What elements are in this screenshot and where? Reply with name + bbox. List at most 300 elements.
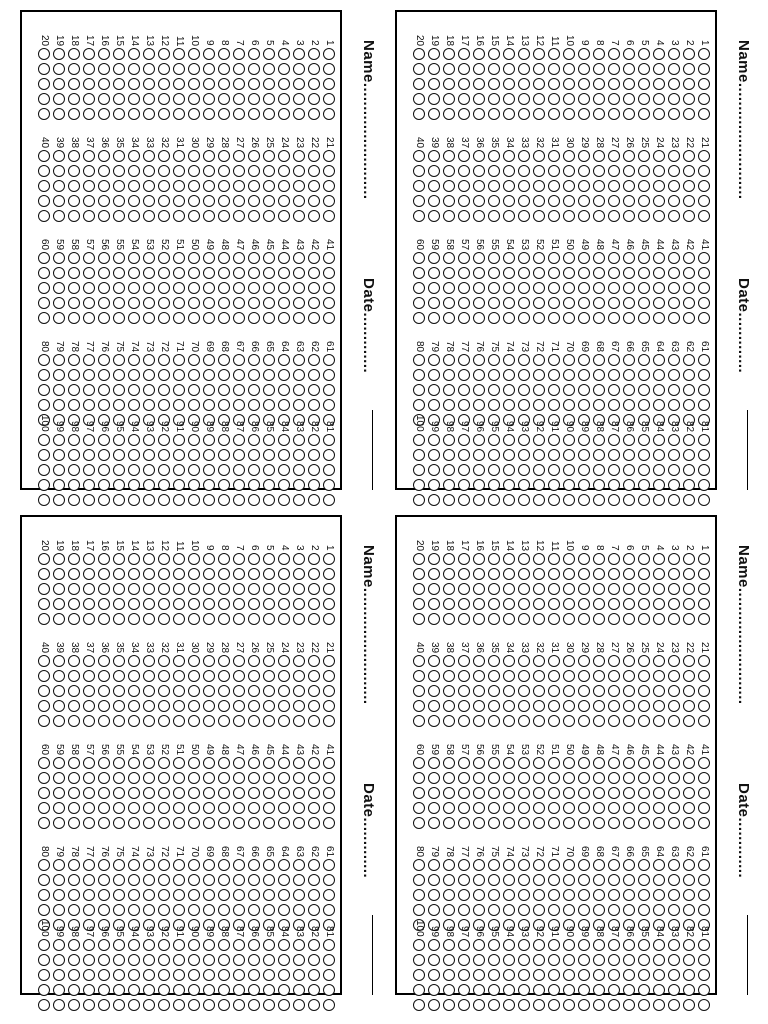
answer-bubble[interactable]	[188, 48, 200, 60]
answer-bubble[interactable]	[323, 195, 335, 207]
answer-bubble[interactable]	[128, 904, 140, 916]
answer-bubble[interactable]	[593, 939, 605, 951]
answer-bubble[interactable]	[533, 434, 545, 446]
answer-bubble[interactable]	[278, 464, 290, 476]
answer-bubble[interactable]	[518, 984, 530, 996]
answer-bubble[interactable]	[173, 78, 185, 90]
answer-bubble[interactable]	[308, 613, 320, 625]
answer-bubble[interactable]	[638, 802, 650, 814]
answer-bubble[interactable]	[668, 859, 680, 871]
answer-bubble[interactable]	[248, 93, 260, 105]
answer-bubble[interactable]	[578, 598, 590, 610]
answer-bubble[interactable]	[188, 787, 200, 799]
answer-bubble[interactable]	[608, 583, 620, 595]
answer-bubble[interactable]	[248, 464, 260, 476]
answer-bubble[interactable]	[413, 939, 425, 951]
answer-bubble[interactable]	[233, 598, 245, 610]
answer-bubble[interactable]	[488, 583, 500, 595]
answer-bubble[interactable]	[83, 78, 95, 90]
answer-bubble[interactable]	[518, 267, 530, 279]
answer-bubble[interactable]	[233, 354, 245, 366]
answer-bubble[interactable]	[413, 165, 425, 177]
answer-bubble[interactable]	[188, 969, 200, 981]
answer-bubble[interactable]	[143, 685, 155, 697]
answer-bubble[interactable]	[233, 787, 245, 799]
answer-bubble[interactable]	[143, 553, 155, 565]
answer-bubble[interactable]	[623, 479, 635, 491]
answer-bubble[interactable]	[188, 93, 200, 105]
answer-bubble[interactable]	[668, 494, 680, 506]
answer-bubble[interactable]	[518, 210, 530, 222]
answer-bubble[interactable]	[428, 165, 440, 177]
answer-bubble[interactable]	[128, 802, 140, 814]
answer-bubble[interactable]	[278, 312, 290, 324]
answer-bubble[interactable]	[278, 282, 290, 294]
answer-bubble[interactable]	[128, 670, 140, 682]
answer-bubble[interactable]	[488, 369, 500, 381]
answer-bubble[interactable]	[638, 464, 650, 476]
answer-bubble[interactable]	[263, 939, 275, 951]
answer-bubble[interactable]	[503, 180, 515, 192]
answer-bubble[interactable]	[413, 282, 425, 294]
answer-bubble[interactable]	[278, 757, 290, 769]
answer-bubble[interactable]	[68, 282, 80, 294]
answer-bubble[interactable]	[653, 195, 665, 207]
answer-bubble[interactable]	[593, 999, 605, 1011]
answer-bubble[interactable]	[113, 772, 125, 784]
answer-bubble[interactable]	[593, 93, 605, 105]
answer-bubble[interactable]	[533, 939, 545, 951]
answer-bubble[interactable]	[218, 449, 230, 461]
answer-bubble[interactable]	[143, 282, 155, 294]
answer-bubble[interactable]	[548, 999, 560, 1011]
answer-bubble[interactable]	[413, 354, 425, 366]
answer-bubble[interactable]	[653, 354, 665, 366]
answer-bubble[interactable]	[578, 583, 590, 595]
answer-bubble[interactable]	[413, 449, 425, 461]
answer-bubble[interactable]	[698, 598, 710, 610]
answer-bubble[interactable]	[653, 369, 665, 381]
answer-bubble[interactable]	[413, 685, 425, 697]
answer-bubble[interactable]	[68, 817, 80, 829]
answer-bubble[interactable]	[263, 715, 275, 727]
answer-bubble[interactable]	[458, 63, 470, 75]
answer-bubble[interactable]	[263, 700, 275, 712]
answer-bubble[interactable]	[503, 772, 515, 784]
answer-bubble[interactable]	[83, 464, 95, 476]
answer-bubble[interactable]	[608, 165, 620, 177]
answer-bubble[interactable]	[548, 252, 560, 264]
answer-bubble[interactable]	[668, 252, 680, 264]
answer-bubble[interactable]	[128, 384, 140, 396]
answer-bubble[interactable]	[563, 312, 575, 324]
answer-bubble[interactable]	[518, 904, 530, 916]
answer-bubble[interactable]	[293, 210, 305, 222]
answer-bubble[interactable]	[323, 434, 335, 446]
answer-bubble[interactable]	[473, 568, 485, 580]
answer-bubble[interactable]	[83, 670, 95, 682]
answer-bubble[interactable]	[518, 63, 530, 75]
answer-bubble[interactable]	[203, 685, 215, 697]
answer-bubble[interactable]	[413, 384, 425, 396]
answer-bubble[interactable]	[218, 583, 230, 595]
answer-bubble[interactable]	[38, 494, 50, 506]
answer-bubble[interactable]	[68, 150, 80, 162]
answer-bubble[interactable]	[563, 802, 575, 814]
answer-bubble[interactable]	[173, 180, 185, 192]
answer-bubble[interactable]	[308, 150, 320, 162]
answer-bubble[interactable]	[578, 312, 590, 324]
answer-bubble[interactable]	[593, 494, 605, 506]
answer-bubble[interactable]	[188, 282, 200, 294]
answer-bubble[interactable]	[53, 874, 65, 886]
answer-bubble[interactable]	[323, 165, 335, 177]
answer-bubble[interactable]	[278, 93, 290, 105]
answer-bubble[interactable]	[608, 685, 620, 697]
answer-bubble[interactable]	[143, 999, 155, 1011]
answer-bubble[interactable]	[143, 904, 155, 916]
answer-bubble[interactable]	[593, 369, 605, 381]
answer-bubble[interactable]	[503, 670, 515, 682]
answer-bubble[interactable]	[263, 312, 275, 324]
answer-bubble[interactable]	[443, 889, 455, 901]
answer-bubble[interactable]	[188, 685, 200, 697]
answer-bubble[interactable]	[68, 267, 80, 279]
answer-bubble[interactable]	[158, 685, 170, 697]
answer-bubble[interactable]	[128, 817, 140, 829]
answer-bubble[interactable]	[698, 180, 710, 192]
answer-bubble[interactable]	[488, 670, 500, 682]
answer-bubble[interactable]	[188, 655, 200, 667]
answer-bubble[interactable]	[443, 568, 455, 580]
answer-bubble[interactable]	[293, 700, 305, 712]
answer-bubble[interactable]	[668, 210, 680, 222]
answer-bubble[interactable]	[518, 757, 530, 769]
answer-bubble[interactable]	[518, 670, 530, 682]
answer-bubble[interactable]	[428, 583, 440, 595]
answer-bubble[interactable]	[548, 889, 560, 901]
answer-bubble[interactable]	[668, 48, 680, 60]
answer-bubble[interactable]	[668, 180, 680, 192]
answer-bubble[interactable]	[578, 354, 590, 366]
answer-bubble[interactable]	[218, 267, 230, 279]
answer-bubble[interactable]	[68, 494, 80, 506]
answer-bubble[interactable]	[173, 954, 185, 966]
answer-bubble[interactable]	[203, 655, 215, 667]
answer-bubble[interactable]	[248, 757, 260, 769]
answer-bubble[interactable]	[458, 195, 470, 207]
answer-bubble[interactable]	[638, 859, 650, 871]
answer-bubble[interactable]	[68, 165, 80, 177]
answer-bubble[interactable]	[233, 700, 245, 712]
answer-bubble[interactable]	[608, 78, 620, 90]
answer-bubble[interactable]	[263, 889, 275, 901]
answer-bubble[interactable]	[683, 78, 695, 90]
answer-bubble[interactable]	[113, 757, 125, 769]
answer-bubble[interactable]	[53, 369, 65, 381]
answer-bubble[interactable]	[668, 108, 680, 120]
answer-bubble[interactable]	[68, 874, 80, 886]
answer-bubble[interactable]	[458, 999, 470, 1011]
answer-bubble[interactable]	[308, 93, 320, 105]
answer-bubble[interactable]	[518, 999, 530, 1011]
answer-bubble[interactable]	[188, 583, 200, 595]
answer-bubble[interactable]	[668, 282, 680, 294]
answer-bubble[interactable]	[578, 434, 590, 446]
answer-bubble[interactable]	[698, 889, 710, 901]
answer-bubble[interactable]	[113, 384, 125, 396]
answer-bubble[interactable]	[533, 297, 545, 309]
answer-bubble[interactable]	[443, 399, 455, 411]
answer-bubble[interactable]	[308, 772, 320, 784]
answer-bubble[interactable]	[548, 859, 560, 871]
answer-bubble[interactable]	[623, 939, 635, 951]
answer-bubble[interactable]	[248, 150, 260, 162]
answer-bubble[interactable]	[413, 399, 425, 411]
answer-bubble[interactable]	[68, 553, 80, 565]
answer-bubble[interactable]	[608, 210, 620, 222]
answer-bubble[interactable]	[188, 889, 200, 901]
answer-bubble[interactable]	[158, 984, 170, 996]
answer-bubble[interactable]	[203, 267, 215, 279]
answer-bubble[interactable]	[143, 78, 155, 90]
answer-bubble[interactable]	[533, 267, 545, 279]
answer-bubble[interactable]	[293, 757, 305, 769]
answer-bubble[interactable]	[458, 384, 470, 396]
answer-bubble[interactable]	[188, 150, 200, 162]
answer-bubble[interactable]	[128, 210, 140, 222]
answer-bubble[interactable]	[203, 195, 215, 207]
answer-bubble[interactable]	[503, 150, 515, 162]
answer-bubble[interactable]	[683, 282, 695, 294]
answer-bubble[interactable]	[683, 817, 695, 829]
answer-bubble[interactable]	[128, 969, 140, 981]
answer-bubble[interactable]	[68, 434, 80, 446]
answer-bubble[interactable]	[323, 282, 335, 294]
answer-bubble[interactable]	[548, 449, 560, 461]
answer-bubble[interactable]	[608, 817, 620, 829]
answer-bubble[interactable]	[248, 399, 260, 411]
answer-bubble[interactable]	[473, 48, 485, 60]
answer-bubble[interactable]	[263, 399, 275, 411]
answer-bubble[interactable]	[323, 772, 335, 784]
answer-bubble[interactable]	[563, 210, 575, 222]
answer-bubble[interactable]	[683, 969, 695, 981]
answer-bubble[interactable]	[248, 354, 260, 366]
answer-bubble[interactable]	[473, 939, 485, 951]
answer-bubble[interactable]	[143, 598, 155, 610]
answer-bubble[interactable]	[428, 757, 440, 769]
answer-bubble[interactable]	[608, 859, 620, 871]
answer-bubble[interactable]	[83, 479, 95, 491]
answer-bubble[interactable]	[533, 757, 545, 769]
answer-bubble[interactable]	[653, 553, 665, 565]
answer-bubble[interactable]	[488, 655, 500, 667]
answer-bubble[interactable]	[158, 93, 170, 105]
answer-bubble[interactable]	[38, 954, 50, 966]
answer-bubble[interactable]	[38, 772, 50, 784]
answer-bubble[interactable]	[533, 655, 545, 667]
answer-bubble[interactable]	[608, 772, 620, 784]
answer-bubble[interactable]	[218, 369, 230, 381]
answer-bubble[interactable]	[113, 904, 125, 916]
answer-bubble[interactable]	[698, 354, 710, 366]
answer-bubble[interactable]	[233, 553, 245, 565]
answer-bubble[interactable]	[473, 195, 485, 207]
answer-bubble[interactable]	[98, 195, 110, 207]
answer-bubble[interactable]	[473, 312, 485, 324]
answer-bubble[interactable]	[188, 954, 200, 966]
answer-bubble[interactable]	[98, 150, 110, 162]
answer-bubble[interactable]	[233, 802, 245, 814]
answer-bubble[interactable]	[113, 494, 125, 506]
answer-bubble[interactable]	[308, 874, 320, 886]
answer-bubble[interactable]	[38, 984, 50, 996]
answer-bubble[interactable]	[323, 715, 335, 727]
answer-bubble[interactable]	[53, 999, 65, 1011]
answer-bubble[interactable]	[518, 787, 530, 799]
answer-bubble[interactable]	[683, 553, 695, 565]
answer-bubble[interactable]	[248, 613, 260, 625]
answer-bubble[interactable]	[698, 399, 710, 411]
answer-bubble[interactable]	[548, 48, 560, 60]
answer-bubble[interactable]	[518, 165, 530, 177]
answer-bubble[interactable]	[548, 399, 560, 411]
answer-bubble[interactable]	[128, 598, 140, 610]
answer-bubble[interactable]	[638, 297, 650, 309]
answer-bubble[interactable]	[173, 297, 185, 309]
answer-bubble[interactable]	[158, 757, 170, 769]
answer-bubble[interactable]	[203, 984, 215, 996]
answer-bubble[interactable]	[533, 354, 545, 366]
answer-bubble[interactable]	[173, 150, 185, 162]
answer-bubble[interactable]	[98, 384, 110, 396]
answer-bubble[interactable]	[698, 583, 710, 595]
answer-bubble[interactable]	[203, 399, 215, 411]
answer-bubble[interactable]	[83, 384, 95, 396]
answer-bubble[interactable]	[563, 969, 575, 981]
answer-bubble[interactable]	[158, 655, 170, 667]
answer-bubble[interactable]	[113, 969, 125, 981]
answer-bubble[interactable]	[473, 93, 485, 105]
answer-bubble[interactable]	[473, 267, 485, 279]
answer-bubble[interactable]	[518, 464, 530, 476]
answer-bubble[interactable]	[698, 282, 710, 294]
answer-bubble[interactable]	[668, 802, 680, 814]
answer-bubble[interactable]	[488, 984, 500, 996]
answer-bubble[interactable]	[248, 553, 260, 565]
answer-bubble[interactable]	[38, 939, 50, 951]
answer-bubble[interactable]	[53, 984, 65, 996]
answer-bubble[interactable]	[413, 63, 425, 75]
answer-bubble[interactable]	[278, 479, 290, 491]
answer-bubble[interactable]	[413, 787, 425, 799]
answer-bubble[interactable]	[428, 93, 440, 105]
answer-bubble[interactable]	[323, 354, 335, 366]
answer-bubble[interactable]	[248, 48, 260, 60]
answer-bubble[interactable]	[518, 553, 530, 565]
answer-bubble[interactable]	[413, 802, 425, 814]
answer-bubble[interactable]	[263, 787, 275, 799]
answer-bubble[interactable]	[623, 904, 635, 916]
answer-bubble[interactable]	[548, 787, 560, 799]
answer-bubble[interactable]	[278, 613, 290, 625]
answer-bubble[interactable]	[113, 954, 125, 966]
answer-bubble[interactable]	[473, 655, 485, 667]
answer-bubble[interactable]	[263, 568, 275, 580]
answer-bubble[interactable]	[263, 655, 275, 667]
answer-bubble[interactable]	[638, 969, 650, 981]
answer-bubble[interactable]	[503, 817, 515, 829]
answer-bubble[interactable]	[98, 700, 110, 712]
answer-bubble[interactable]	[38, 399, 50, 411]
answer-bubble[interactable]	[623, 757, 635, 769]
answer-bubble[interactable]	[308, 78, 320, 90]
answer-bubble[interactable]	[308, 999, 320, 1011]
answer-bubble[interactable]	[443, 757, 455, 769]
answer-bubble[interactable]	[533, 384, 545, 396]
answer-bubble[interactable]	[98, 252, 110, 264]
answer-bubble[interactable]	[413, 150, 425, 162]
answer-bubble[interactable]	[263, 93, 275, 105]
answer-bubble[interactable]	[143, 464, 155, 476]
answer-bubble[interactable]	[173, 817, 185, 829]
answer-bubble[interactable]	[623, 48, 635, 60]
answer-bubble[interactable]	[218, 297, 230, 309]
answer-bubble[interactable]	[698, 954, 710, 966]
answer-bubble[interactable]	[653, 613, 665, 625]
answer-bubble[interactable]	[668, 583, 680, 595]
answer-bubble[interactable]	[488, 969, 500, 981]
answer-bubble[interactable]	[428, 787, 440, 799]
answer-bubble[interactable]	[653, 449, 665, 461]
answer-bubble[interactable]	[683, 802, 695, 814]
answer-bubble[interactable]	[38, 670, 50, 682]
answer-bubble[interactable]	[53, 939, 65, 951]
answer-bubble[interactable]	[533, 613, 545, 625]
answer-bubble[interactable]	[548, 434, 560, 446]
answer-bubble[interactable]	[428, 802, 440, 814]
answer-bubble[interactable]	[638, 108, 650, 120]
answer-bubble[interactable]	[293, 802, 305, 814]
answer-bubble[interactable]	[143, 802, 155, 814]
answer-bubble[interactable]	[533, 464, 545, 476]
answer-bubble[interactable]	[668, 969, 680, 981]
answer-bubble[interactable]	[623, 655, 635, 667]
answer-bubble[interactable]	[83, 583, 95, 595]
answer-bubble[interactable]	[263, 598, 275, 610]
answer-bubble[interactable]	[173, 384, 185, 396]
answer-bubble[interactable]	[458, 282, 470, 294]
answer-bubble[interactable]	[143, 108, 155, 120]
answer-bubble[interactable]	[38, 874, 50, 886]
answer-bubble[interactable]	[98, 369, 110, 381]
answer-bubble[interactable]	[68, 312, 80, 324]
answer-bubble[interactable]	[413, 434, 425, 446]
answer-bubble[interactable]	[473, 384, 485, 396]
answer-bubble[interactable]	[293, 859, 305, 871]
answer-bubble[interactable]	[323, 889, 335, 901]
answer-bubble[interactable]	[458, 715, 470, 727]
answer-bubble[interactable]	[668, 449, 680, 461]
answer-bubble[interactable]	[488, 108, 500, 120]
answer-bubble[interactable]	[173, 165, 185, 177]
answer-bubble[interactable]	[38, 195, 50, 207]
answer-bubble[interactable]	[473, 449, 485, 461]
answer-bubble[interactable]	[203, 78, 215, 90]
answer-bubble[interactable]	[248, 108, 260, 120]
answer-bubble[interactable]	[83, 399, 95, 411]
